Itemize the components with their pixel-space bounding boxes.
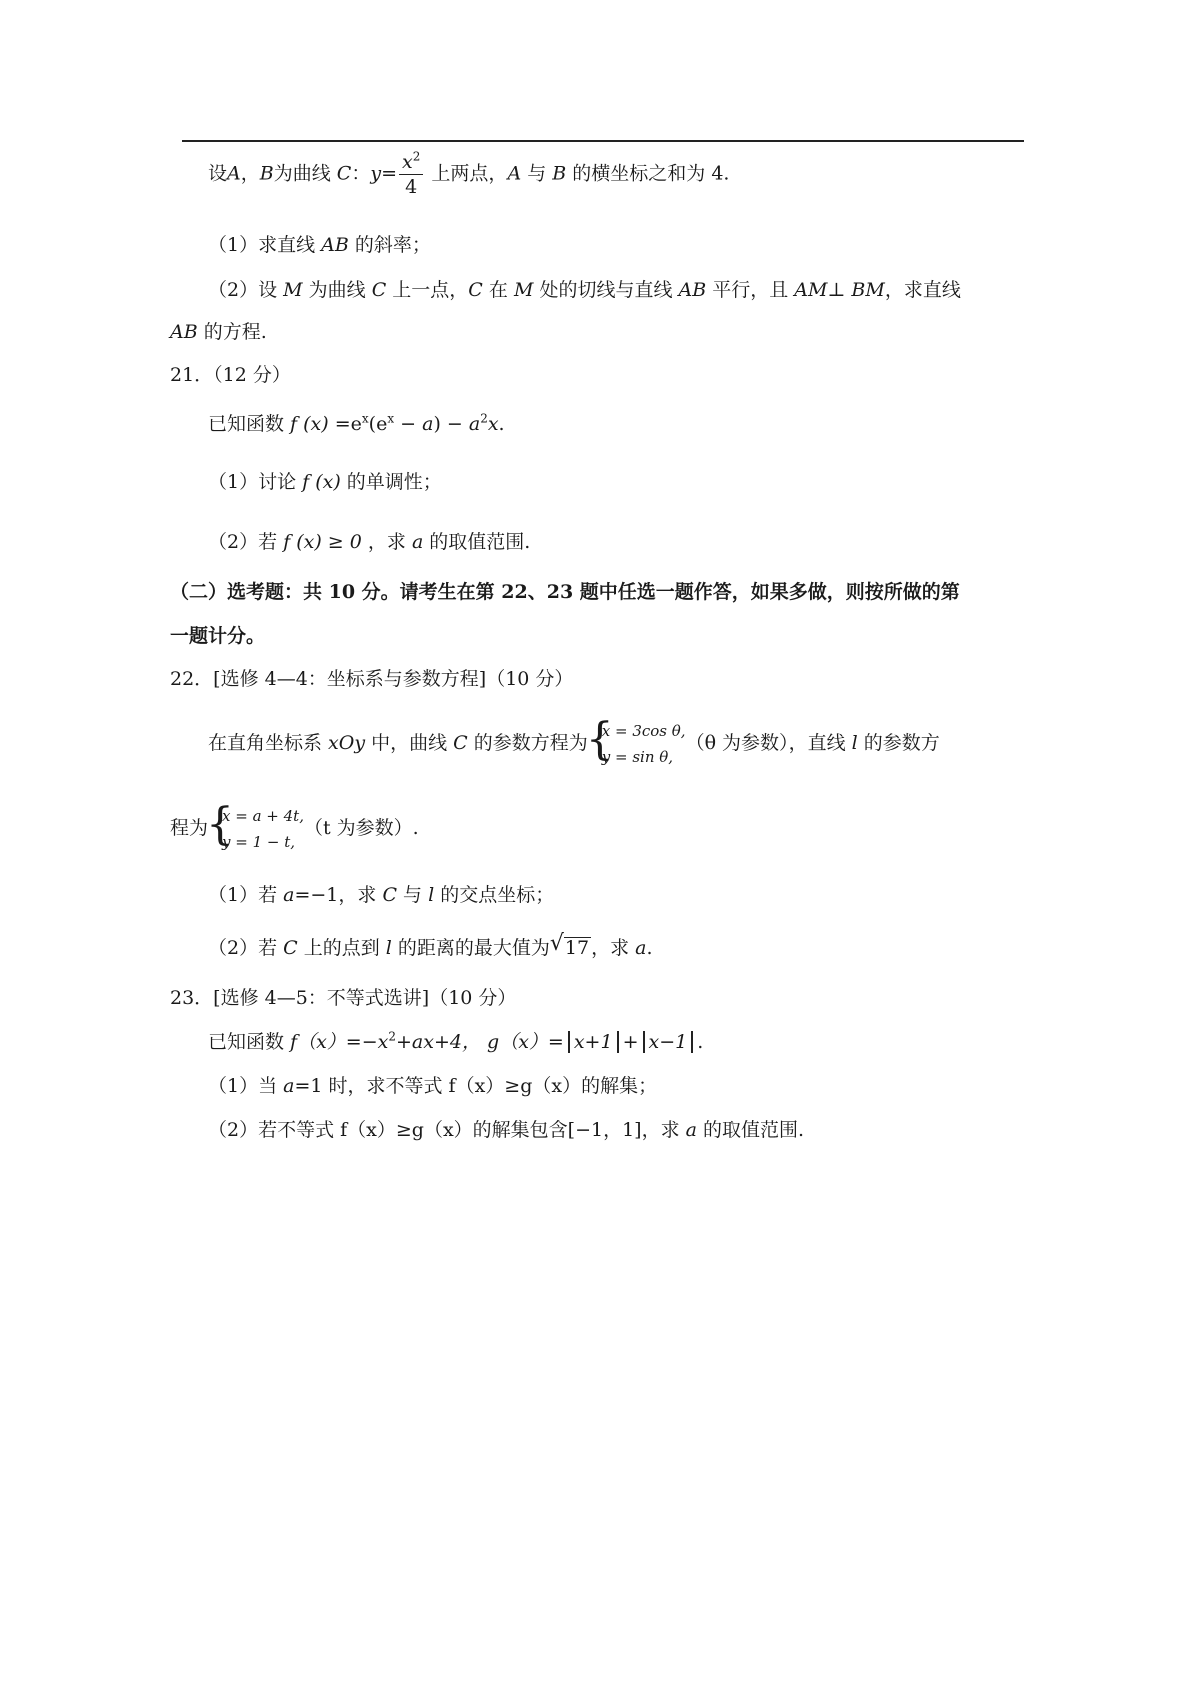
var: C: [382, 884, 397, 906]
text: .: [697, 1031, 704, 1053]
q23-part1: [208, 1074, 657, 1098]
var: BM: [851, 279, 885, 301]
text: 平行，且: [706, 279, 795, 301]
text: 处的切线与直线: [533, 279, 679, 301]
text: 与: [527, 162, 547, 185]
q20-part2: [208, 278, 961, 302]
text: 的参数方: [857, 732, 940, 754]
q23-stem: [208, 1030, 703, 1054]
var: a: [283, 1075, 295, 1097]
text: 设: [208, 162, 228, 185]
var: C: [453, 732, 468, 754]
sqrt-radicand: √ 17: [564, 937, 591, 958]
exponent: x: [361, 411, 369, 426]
text: 的交点坐标；: [434, 884, 555, 906]
exponent: 2: [412, 149, 421, 164]
var: l: [428, 884, 435, 906]
text: .: [646, 937, 653, 959]
text: 与: [396, 884, 429, 906]
text: （2）设: [208, 279, 284, 301]
text: =e: [334, 413, 362, 435]
var: C: [283, 937, 298, 959]
absolute-value: [643, 1031, 694, 1053]
exponent: 2: [388, 1029, 396, 1044]
var: AB: [678, 279, 707, 301]
text: 上的点到: [297, 937, 386, 959]
text: ，直线: [788, 732, 852, 754]
var: l: [385, 937, 392, 959]
text: （1）讨论: [208, 471, 303, 493]
text: ) −: [433, 413, 469, 435]
text: （t 为参数）.: [303, 817, 419, 839]
text: =−x: [345, 1031, 389, 1053]
fraction-denominator: 4: [405, 176, 418, 198]
text: 为曲线: [302, 279, 372, 301]
text: 已知函数: [208, 1031, 291, 1053]
text: ，: [240, 162, 260, 185]
q23-part2: [208, 1118, 804, 1142]
var: AM: [794, 279, 828, 301]
var: a: [411, 531, 424, 553]
text: =−1，求: [294, 884, 383, 906]
text: 的取值范围.: [423, 531, 531, 553]
abs-content: x+1: [573, 1031, 613, 1053]
var: M: [283, 279, 303, 301]
var: AB: [170, 321, 198, 343]
var: a: [422, 413, 434, 435]
q20-part1: [208, 233, 431, 257]
equation: y = sin θ,: [601, 748, 674, 766]
q21-stem: [208, 412, 505, 436]
var: x: [487, 413, 499, 435]
text: 的单调性；: [340, 471, 442, 493]
text: ：: [351, 162, 371, 185]
text: （1）求直线: [208, 234, 322, 256]
equation-system-curve-C: [585, 714, 686, 770]
text: 中，曲线: [365, 732, 454, 754]
text: 的斜率；: [348, 234, 431, 256]
q22-part2: [208, 936, 653, 960]
text: ，求: [361, 531, 412, 553]
exponent: 2: [480, 411, 488, 426]
var: a: [283, 884, 295, 906]
var: a: [468, 413, 481, 435]
text: 上两点，: [431, 162, 508, 185]
q22-part1: [208, 883, 554, 907]
var: C: [336, 162, 352, 185]
q20-part2-cont: [170, 320, 267, 344]
var: xOy: [328, 732, 366, 754]
function-f: f（x）: [290, 1031, 346, 1053]
text: （1）若: [208, 884, 284, 906]
exponent: x: [387, 411, 395, 426]
text: 为曲线: [273, 162, 331, 185]
q22-header: 22．[选修 4—4：坐标系与参数方程]（10 分）: [170, 668, 574, 690]
function-f: f (x): [302, 471, 341, 493]
text: 的取值范围.: [696, 1119, 805, 1141]
q21-part1: [208, 470, 442, 494]
function-f: f (x): [290, 413, 335, 435]
var: y: [370, 162, 382, 185]
text: 在直角坐标系: [208, 732, 329, 754]
top-rule: [182, 140, 1024, 142]
text: （θ 为参数）: [685, 732, 789, 754]
text: 已知函数: [208, 413, 291, 435]
q21-header: 21．（12 分）: [170, 364, 291, 386]
perp-symbol: ⊥: [827, 279, 846, 301]
text: 程为: [170, 817, 209, 839]
text: (e: [368, 413, 388, 435]
function-g: g（x）=: [487, 1031, 564, 1053]
var: A: [507, 162, 522, 185]
q23-header: 23．[选修 4—5：不等式选讲]（10 分）: [170, 987, 517, 1009]
var: x: [402, 151, 413, 173]
var: a: [635, 937, 647, 959]
var: C: [371, 279, 387, 301]
var: M: [513, 279, 534, 301]
var: AB: [321, 234, 349, 256]
var: l: [851, 732, 858, 754]
text: （1）当: [208, 1075, 284, 1097]
text: （2）若不等式 f（x）≥g（x）的解集包含[−1，1]，求: [208, 1119, 686, 1141]
text: −: [394, 413, 423, 435]
text: =: [381, 162, 398, 185]
var: B: [552, 162, 567, 185]
text: （2）若: [208, 531, 284, 553]
left-brace-icon: {: [206, 799, 235, 850]
equation: y = 1 − t,: [222, 833, 296, 851]
text: 在: [482, 279, 514, 301]
text: +ax+4，: [396, 1031, 481, 1053]
equation: x = a + 4t,: [222, 807, 304, 825]
section2-line1: （二）选考题：共 10 分。请考生在第 22、23 题中任选一题作答，如果多做，则按所做的第: [170, 581, 960, 603]
abs-content: x−1: [648, 1031, 688, 1053]
var: B: [259, 162, 274, 185]
text: .: [498, 413, 505, 435]
fraction: [399, 150, 423, 199]
text: ，求: [591, 937, 636, 959]
text: 的参数方程为: [467, 732, 588, 754]
inequality: f (x) ≥ 0: [283, 531, 362, 553]
absolute-value: [568, 1031, 619, 1053]
text: 上一点，: [386, 279, 469, 301]
equation: x = 3cos θ,: [601, 722, 686, 740]
text: 的距离的最大值为: [391, 937, 550, 959]
fraction-numerator: [399, 150, 423, 175]
text: =1 时，求不等式 f（x）≥g（x）的解集；: [294, 1075, 658, 1097]
left-brace-icon: {: [585, 714, 614, 765]
var: a: [685, 1119, 697, 1141]
section2-line2: 一题计分。: [170, 625, 266, 647]
q20-stem: [208, 150, 729, 199]
q22-stem-cont: [170, 799, 419, 855]
text: ，求直线: [884, 279, 961, 301]
var: A: [227, 162, 241, 185]
var: C: [468, 279, 483, 301]
text: （2）若: [208, 937, 284, 959]
text: +: [622, 1031, 639, 1053]
q22-stem: [208, 714, 940, 770]
q21-part2: [208, 530, 530, 554]
equation-system-line-l: [206, 799, 304, 855]
text: 的方程.: [197, 321, 267, 343]
text: 的横坐标之和为 4.: [572, 162, 730, 185]
